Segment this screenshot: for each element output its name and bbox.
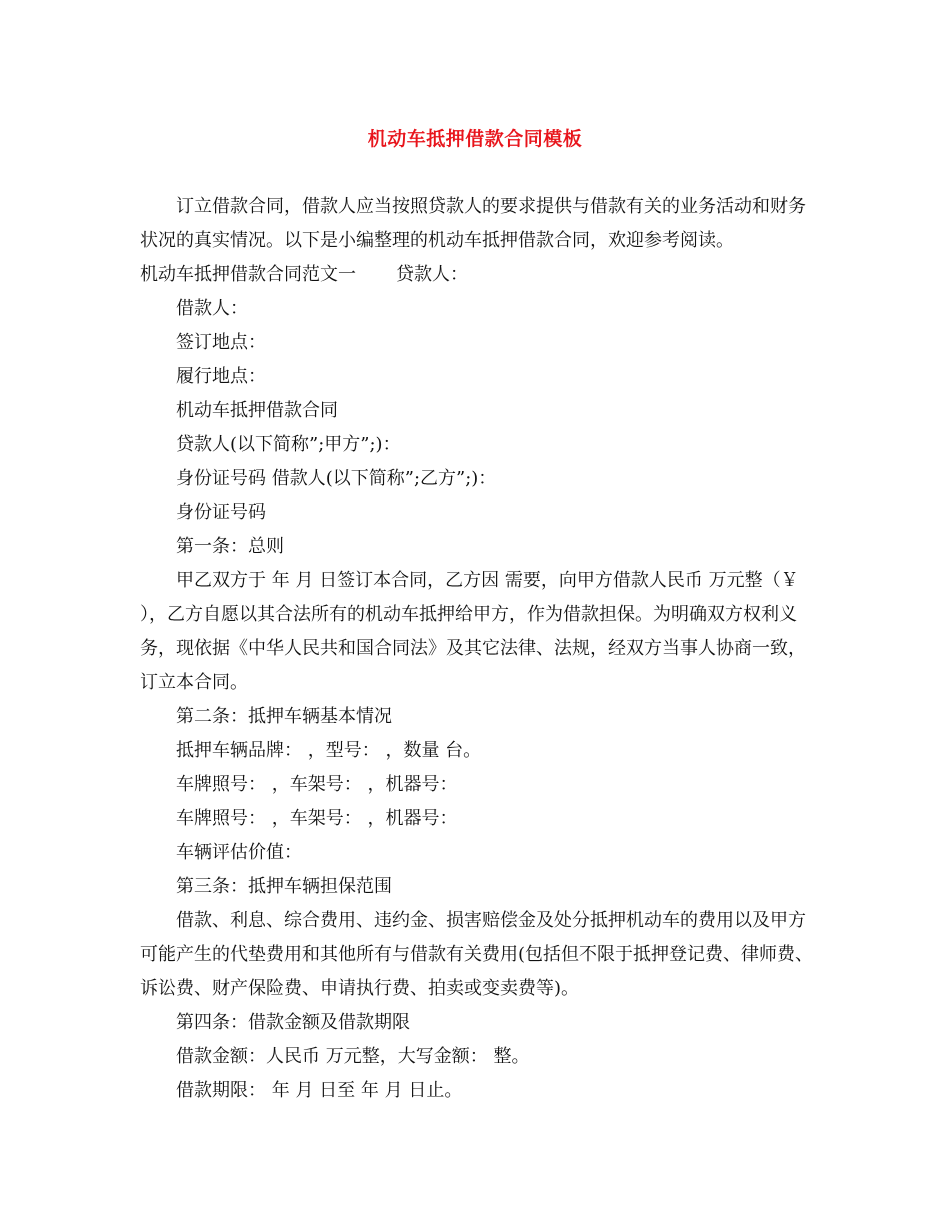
document-body xyxy=(140,190,815,1108)
id-number-line: 身份证号码 xyxy=(176,502,266,523)
intro-paragraph: 订立借款合同，借款人应当按照贷款人的要求提供与借款有关的业务活动和财务状况的真实情况。以下是小编整理的机动车抵押借款合同，欢迎参考阅读。 xyxy=(140,196,806,251)
article-1-paragraph: 甲乙双方于 年 月 日签订本合同，乙方因 需要，向甲方借款人民币 万元整（￥ ），乙方自愿以其合法所有的机动车抵押给甲方，作为借款担保。为明确双方权利义务，现依据《中华人民共和国合同法》及其它法律、法规，经双方当事人协商一致，订立本合同。 xyxy=(140,570,806,693)
borrower-line: 借款人： xyxy=(176,298,248,319)
id-borrower-line: 身份证号码 借款人(以下简称”;乙方”;)： xyxy=(176,468,497,489)
article-1-heading: 第一条：总则 xyxy=(176,536,284,557)
vehicle-brand-line: 抵押车辆品牌： ，型号： ，数量 台。 xyxy=(176,740,482,761)
performance-place-line: 履行地点： xyxy=(176,366,266,387)
signing-place-line: 签订地点： xyxy=(176,332,266,353)
lender-party-line: 贷款人(以下简称”;甲方”;)： xyxy=(176,434,401,455)
article-3-paragraph: 借款、利息、综合费用、违约金、损害赔偿金及处分抵押机动车的费用以及甲方可能产生的代垫费用和其他所有与借款有关费用(包括但不限于抵押登记费、律师费、诉讼费、财产保险费、申请执行费、拍卖或变卖费等)。 xyxy=(140,910,814,999)
article-3-heading: 第三条：抵押车辆担保范围 xyxy=(176,876,392,897)
article-2-heading: 第二条：抵押车辆基本情况 xyxy=(176,706,392,727)
plate-line-1: 车牌照号： ，车架号： ，机器号： xyxy=(176,774,458,795)
loan-amount-line: 借款金额：人民币 万元整，大写金额： 整。 xyxy=(176,1046,530,1067)
plate-line-2: 车牌照号： ，车架号： ，机器号： xyxy=(176,808,458,829)
sample-heading: 机动车抵押借款合同范文一 xyxy=(140,264,356,285)
loan-term-line: 借款期限： 年 月 日至 年 月 日止。 xyxy=(176,1080,463,1101)
article-4-heading: 第四条：借款金额及借款期限 xyxy=(176,1012,410,1033)
lender-label: 贷款人： xyxy=(396,264,468,285)
contract-name-line: 机动车抵押借款合同 xyxy=(176,400,338,421)
valuation-line: 车辆评估价值： xyxy=(176,842,302,863)
sample-heading-line xyxy=(140,258,815,292)
document-title: 机动车抵押借款合同模板 xyxy=(367,128,583,150)
